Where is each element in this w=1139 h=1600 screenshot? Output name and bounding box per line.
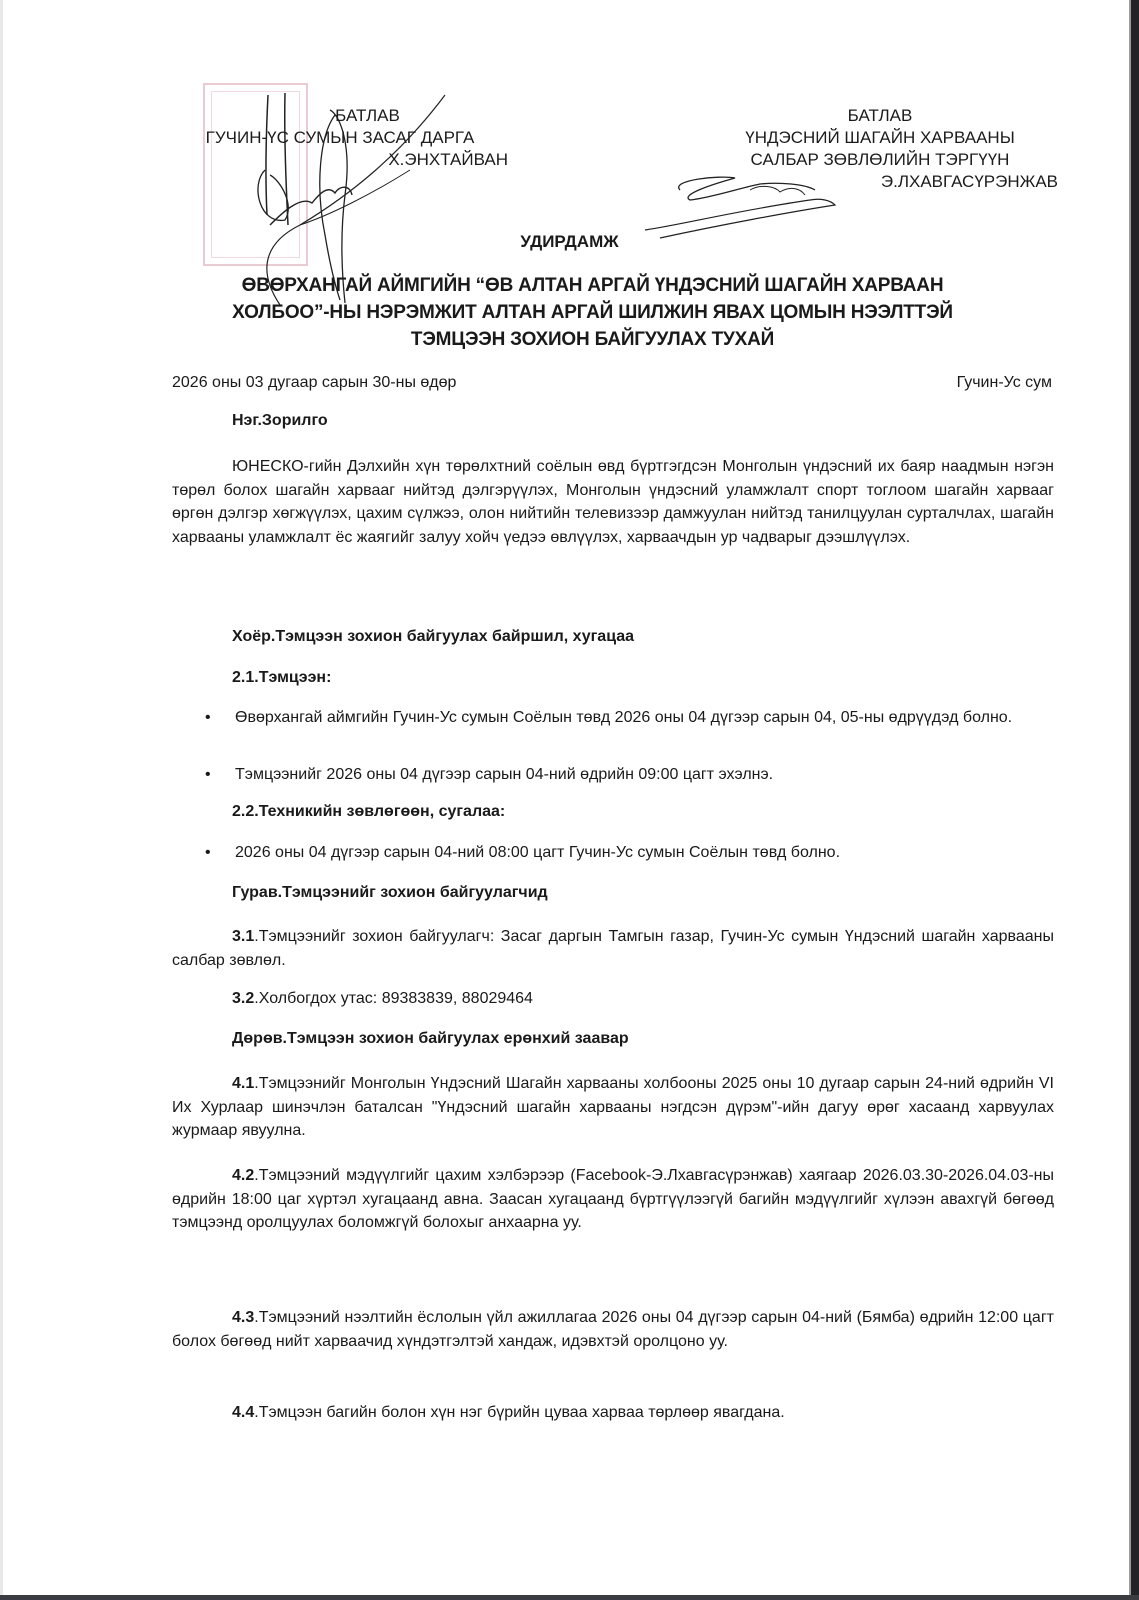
bullet-icon: • [205, 844, 211, 861]
section-4-4-text: 4.4.Тэмцээн багийн болон хүн нэг бүрийн цуваа харваа төрлөөр явагдана. [232, 1404, 785, 1421]
section-3-heading: Гурав.Тэмцээнийг зохион байгуулагчид [232, 884, 548, 901]
title-line: ТЭМЦЭЭН ЗОХИОН БАЙГУУЛАХ ТУХАЙ [410, 329, 775, 350]
document-title [150, 272, 1035, 353]
approval-label: БАТЛАВ [847, 106, 913, 125]
approver-position-line1: ҮНДЭСНИЙ ШАГАЙН ХАРВААНЫ [745, 128, 1015, 147]
section-4-2-text: 4.2.Тэмцээний мэдүүлгийг цахим хэлбэрээр (Facebook-Э.Лхавгасүрэнжав) хаягаар 2026.03.30-2026.04.03-ны өдрийн 18:00 цаг хүртэл хугацаанд авна. Заасан хугацаанд бүртгүүлээгүй багийн мэдүүлгийг хүлээн авахгүй бөгөөд тэмцээнд оролцуулах боломжгүй болохыг анхаарна уу. [172, 1167, 1054, 1231]
list-item: • Тэмцээнийг 2026 оны 04 дүгээр сарын 04-ний өдрийн 09:00 цагт эхэлнэ. [205, 764, 1065, 786]
approver-name: Х.ЭНХТАЙВАН [388, 150, 508, 169]
section-1-text: ЮНЕСКО-гийн Дэлхийн хүн төрөлхтний соёлын өвд бүртгэгдсэн Монголын үндэсний их баяр наадмын нэгэн төрөл болох шагайн харвааг нийтэд дэлгэрүүлэх, Монголын үндэсний уламжлалт спорт тоглоом шагайн харвааг өргөн дэлгэр хөгжүүлэх, цахим сүлжээ, олон нийтийн телевизээр дамжуулан нийтэд танилцуулан сурталчлах, шагайн харвааны уламжлалт ёс жаягийг залуу хойч үедээ өвлүүлэх, харваачдын ур чадварыг дээшлүүлэх. [172, 458, 1054, 546]
title-line: ХОЛБОО”-НЫ НЭРЭМЖИТ АЛТАН АРГАЙ ШИЛЖИН ЯВАХ ЦОМЫН НЭЭЛТТЭЙ [232, 302, 953, 323]
approver-name: Э.ЛХАВГАСҮРЭНЖАВ [880, 172, 1058, 191]
approver-position-line2: САЛБАР ЗӨВЛӨЛИЙН ТЭРГҮҮН [750, 150, 1010, 169]
section-4-1-text: 4.1.Тэмцээнийг Монголын Үндэсний Шагайн харвааны холбооны 2025 оны 10 дугаар сарын 24-ний өдрийн VI Их Хурлаар шинэчлэн баталсан "Үндэсний шагайн харвааны нэгдсэн дүрэм"-ийн дагуу өрөг хасаанд харвуулах журмаар явуулна. [172, 1075, 1054, 1139]
list-item: • Өвөрхангай аймгийн Гучин-Ус сумын Соёлын төвд 2026 оны 04 дүгээр сарын 04, 05-ны өдрүүдэд болно. [205, 707, 1065, 729]
section-2-heading: Хоёр.Тэмцээн зохион байгуулах байршил, хугацаа [232, 628, 635, 645]
section-3-2-text: 3.2.Холбогдох утас: 89383839, 88029464 [232, 990, 533, 1007]
section-4-3-text: 4.3.Тэмцээний нээлтийн ёслолын үйл ажиллагаа 2026 оны 04 дүгээр сарын 04-ний (Бямба) өдрийн 12:00 цагт болох бөгөөд нийт харваачид хүндэтгэлтэй хандаж, идэвхтэй оролцоно уу. [172, 1309, 1054, 1350]
bullet-icon: • [205, 709, 211, 726]
approval-block-left [170, 105, 510, 171]
section-1-heading: Нэг.Зорилго [232, 412, 328, 429]
document-place: Гучин-Ус сум [956, 374, 1052, 391]
section-4-heading: Дөрөв.Тэмцээн зохион байгуулах ерөнхий заавар [232, 1030, 629, 1047]
approval-block-right [700, 105, 1060, 193]
document-date: 2026 оны 03 дугаар сарын 30-ны өдөр [172, 374, 457, 391]
section-3-1-text: 3.1.Тэмцээнийг зохион байгуулагч: Засаг даргын Тамгын газар, Гучин-Ус сумын Үндэсний шагайн харвааны салбар зөвлөл. [172, 928, 1054, 969]
bullet-icon: • [205, 766, 211, 783]
approver-position: ГУЧИН-ҮС СУМЫН ЗАСАГ ДАРГА [205, 128, 475, 147]
section-2-1-heading: 2.1.Тэмцээн: [232, 669, 332, 686]
viewer-border-bottom [0, 1595, 1139, 1600]
approval-label: БАТЛАВ [335, 106, 400, 125]
document-type: УДИРДАМЖ [520, 232, 619, 251]
title-line: ӨВӨРХАНГАЙ АЙМГИЙН “ӨВ АЛТАН АРГАЙ ҮНДЭСНИЙ ШАГАЙН ХАРВААН [241, 275, 944, 296]
date-place-line [172, 374, 1052, 392]
section-2-2-heading: 2.2.Техникийн зөвлөгөөн, сугалаа: [232, 803, 506, 820]
list-item: • 2026 оны 04 дүгээр сарын 04-ний 08:00 цагт Гучин-Ус сумын Соёлын төвд болно. [205, 842, 1065, 864]
